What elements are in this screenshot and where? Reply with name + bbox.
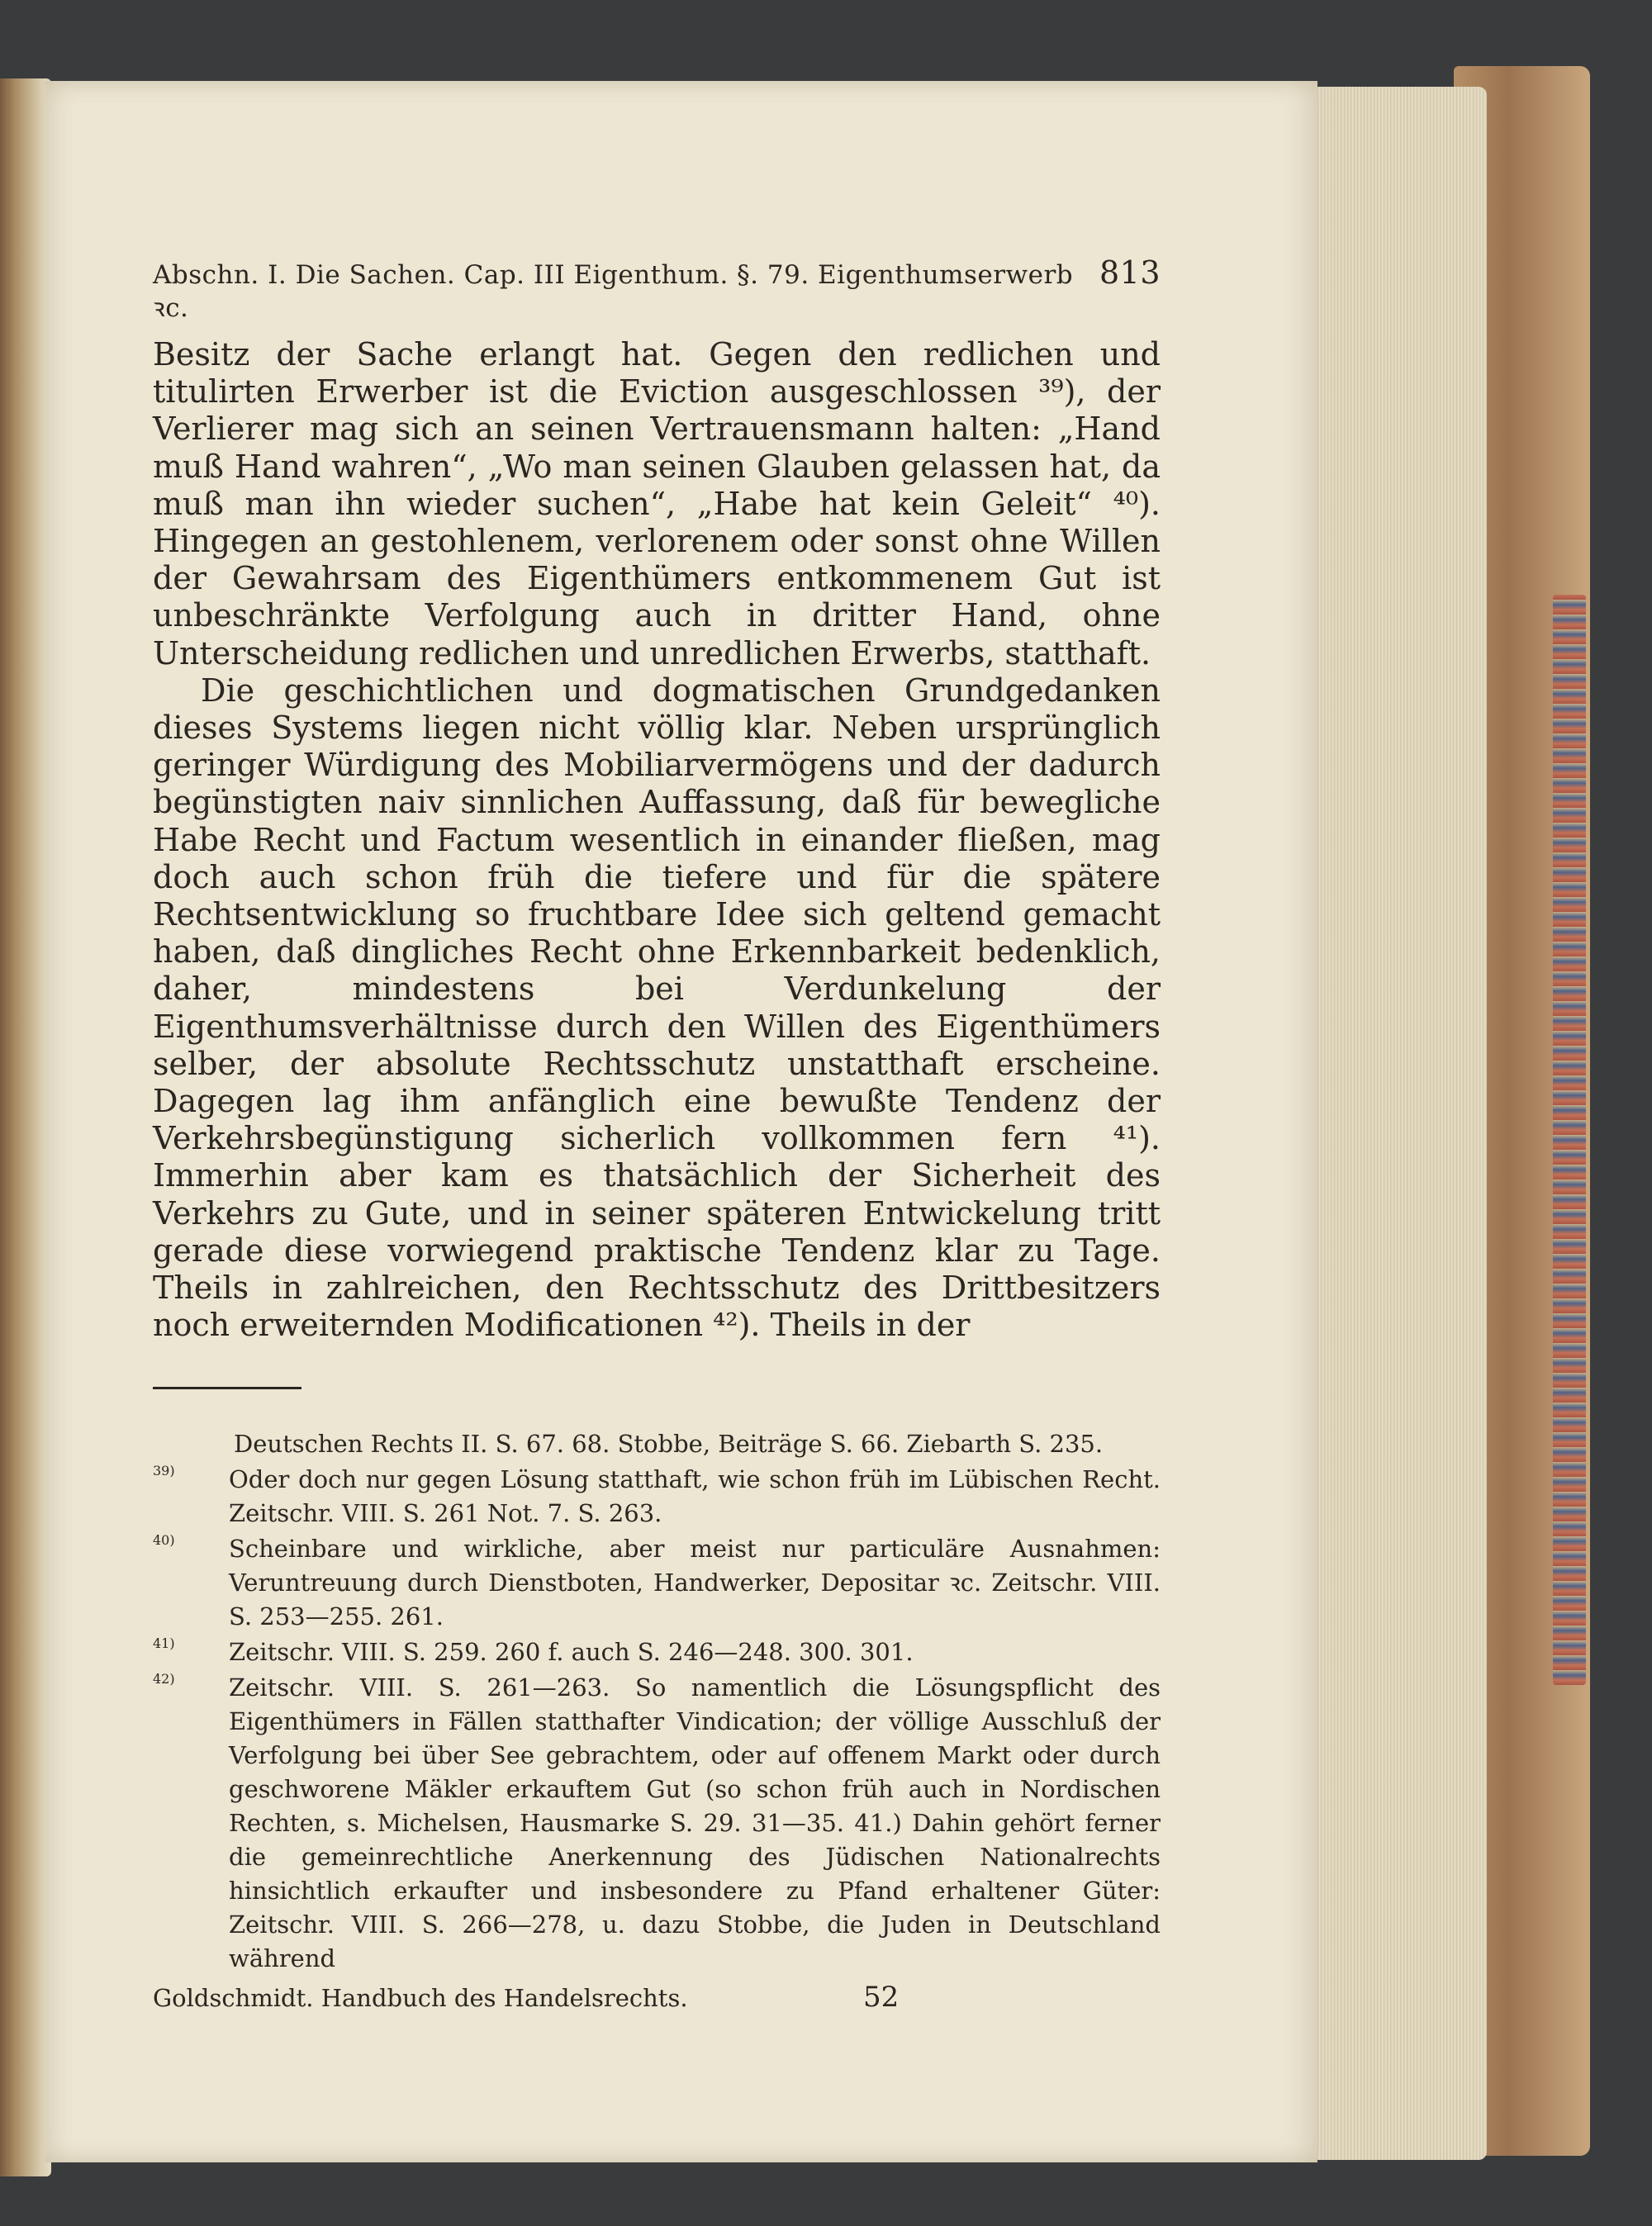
- footnote-text: Scheinbare und wirkliche, aber meist nur particuläre Ausnahmen: Veruntreuung durch Dienstboten, Handwerker, Depositar ꝛc. Zeitschr. VIII. S. 253—255. 261.: [229, 1535, 1161, 1631]
- footnote-text: Zeitschr. VIII. S. 259. 260 f. auch S. 246—248. 300. 301.: [229, 1638, 914, 1667]
- footnote-text: Oder doch nur gegen Lösung statthaft, wie schon früh im Lübischen Recht. Zeitschr. VIII. S. 261 Not. 7. S. 263.: [229, 1465, 1161, 1528]
- footnote-number: 41): [153, 1635, 175, 1652]
- footnote-rule: [153, 1387, 301, 1389]
- running-head: [153, 254, 1161, 325]
- footnote-number: 40): [153, 1532, 175, 1549]
- footnote-text: Zeitschr. VIII. S. 261—263. So namentlich die Lösungspflicht des Eigenthümers in Fällen statthafter Vindication; der völlige Ausschluß der Verfolgung bei über See gebrachtem, oder auf offenem Markt oder durch geschworene Mäkler erkauftem Gut (so schon früh auch in Nordischen Rechten, s. Michelsen, Hausmarke S. 29. 31—35. 41.) Dahin gehört ferner die gemeinrechtliche Anerkennung des Jüdischen Nationalrechts hinsichtlich erkaufter und insbesondere zu Pfand erhaltener Güter: Zeitschr. VIII. S. 266—278, u. dazu Stobbe, die Juden in Deutschland während: [229, 1673, 1161, 1973]
- footnote-42: [153, 1671, 1161, 1977]
- sheet-number: 52: [863, 1981, 900, 2015]
- marbled-edge: [1553, 595, 1586, 1685]
- page-number: 813: [1099, 254, 1161, 291]
- page-content: [153, 254, 1161, 2014]
- body-text: [153, 336, 1161, 1344]
- footnote-41: [153, 1635, 1161, 1671]
- signature-line: Goldschmidt. Handbuch des Handelsrechts.: [153, 1984, 688, 2013]
- paragraph: Besitz der Sache erlangt hat. Gegen den redlichen und titulirten Erwerber ist die Eviction ausgeschlossen ³⁹), der Verlierer mag sich an seinen Vertrauensmann halten: „Hand muß Hand wahren“, „Wo man seinen Glauben gelassen hat, da muß man ihn wieder suchen“, „Habe hat kein Geleit“ ⁴⁰). Hingegen an gestohlenem, verlorenem oder sonst ohne Willen der Gewahrsam des Eigenthümers entkommenem Gut ist unbeschränkte Verfolgung auch in dritter Hand, ohne Unterscheidung redlichen und unredlichen Erwerbs, statthaft.: [153, 336, 1161, 672]
- footnote-number: 39): [153, 1463, 175, 1479]
- page-footer: [153, 1981, 1161, 2014]
- paragraph: Die geschichtlichen und dogmatischen Grundgedanken dieses Systems liegen nicht völlig klar. Neben ursprünglich geringer Würdigung des Mobiliarvermögens und der dadurch begünstigten naiv sinnlichen Auffassung, daß für bewegliche Habe Recht und Factum wesentlich in einander fließen, mag doch auch schon früh die tiefere und für die spätere Rechtsentwicklung so fruchtbare Idee sich geltend gemacht haben, daß dingliches Recht ohne Erkennbarkeit bedenklich, daher, mindestens bei Verdunkelung der Eigenthumsverhältnisse durch den Willen des Eigenthümers selber, der absolute Rechtsschutz unstatthaft erscheine. Dagegen lag ihm anfänglich eine bewußte Tendenz der Verkehrsbegünstigung sicherlich vollkommen fern ⁴¹). Immerhin aber kam es thatsächlich der Sicherheit des Verkehrs zu Gute, und in seiner späteren Entwickelung tritt gerade diese vorwiegend praktische Tendenz klar zu Tage. Theils in zahlreichen, den Rechtsschutz des Drittbesitzers noch erweiternden Modificationen ⁴²). Theils in der: [153, 672, 1161, 1344]
- book-page: [45, 81, 1317, 2162]
- facing-page-edge: [0, 78, 51, 2176]
- running-title: Abschn. I. Die Sachen. Cap. III Eigenthum. §. 79. Eigenthumserwerb ꝛc.: [153, 260, 1074, 323]
- footnotes: [153, 1427, 1161, 1977]
- footnote-number: 42): [153, 1671, 175, 1687]
- footnote-39: [153, 1463, 1161, 1532]
- footnote-continuation: Deutschen Rechts II. S. 67. 68. Stobbe, Beiträge S. 66. Ziebarth S. 235.: [234, 1430, 1104, 1459]
- page-block-edge: [1289, 87, 1487, 2160]
- footnote-40: [153, 1532, 1161, 1635]
